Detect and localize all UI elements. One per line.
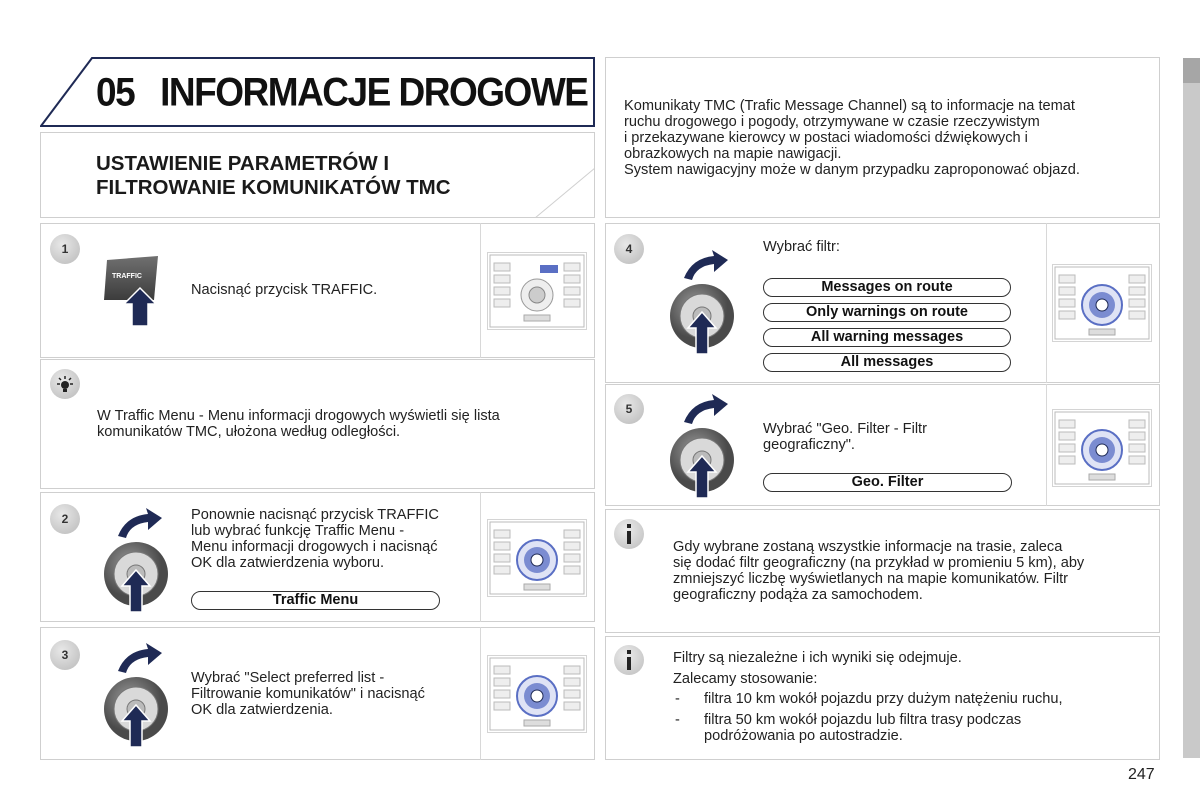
step4-text: Wybrać filtr: <box>763 239 840 255</box>
step2-line: Menu informacji drogowych i nacisnąć <box>191 539 438 555</box>
step-number-badge: 4 <box>614 234 644 264</box>
page-number: 247 <box>1128 766 1155 783</box>
filter-option-geo: Geo. Filter <box>763 473 1012 492</box>
tip-line: W Traffic Menu - Menu informacji drogowych wyświetli się lista <box>97 408 500 424</box>
step2-line: OK dla zatwierdzenia wyboru. <box>191 555 385 571</box>
intro-line: ruchu drogowego i pogody, otrzymywane w czasie rzeczywistym <box>624 114 1040 130</box>
step1-text: Nacisnąć przycisk TRAFFIC. <box>191 282 378 298</box>
info1-line: zmniejszyć liczbę wyświetlanych na mapie komunikatów. Filtr <box>673 571 1068 587</box>
info2-line: Filtry są niezależne i ich wyniki się odejmuje. <box>673 650 962 666</box>
section-heading <box>96 152 451 200</box>
step5-divider <box>1046 384 1047 506</box>
knob-illustration <box>104 506 168 614</box>
step5-text <box>763 421 927 453</box>
info1-line: się dodać filtr geograficzny (na przykład w promieniu 5 km), aby <box>673 555 1085 571</box>
step2-divider <box>480 492 481 622</box>
filter-option: All warning messages <box>763 328 1011 347</box>
info2-bullet <box>704 712 1021 744</box>
radio-panel-thumb <box>487 519 587 597</box>
step3-text <box>191 670 425 718</box>
step-number-badge: 3 <box>50 640 80 670</box>
filter-option: Only warnings on route <box>763 303 1011 322</box>
bullet-marker: - <box>675 712 680 728</box>
step3-line: Filtrowanie komunikatów" i nacisnąć <box>191 686 425 702</box>
tip-badge <box>50 369 80 399</box>
info1-line: geograficzny podąża za samochodem. <box>673 587 923 603</box>
info2-line: Zalecamy stosowanie: <box>673 671 818 687</box>
knob-illustration <box>104 641 168 749</box>
info-icon <box>614 645 644 675</box>
radio-panel-thumb <box>487 252 587 330</box>
step-number-badge: 1 <box>50 234 80 264</box>
chapter-side-tab <box>1183 58 1200 758</box>
step4-divider <box>1046 223 1047 383</box>
chapter-title-text: INFORMACJE DROGOWE <box>160 70 588 115</box>
info2-bullet-line: filtra 50 km wokół pojazdu lub filtra trasy podczas <box>704 712 1022 728</box>
step2-line: Ponownie nacisnąć przycisk TRAFFIC <box>191 507 439 523</box>
bullet-marker: - <box>675 691 680 707</box>
knob-illustration <box>670 248 734 356</box>
step5-line: Wybrać "Geo. Filter - Filtr <box>763 421 927 437</box>
step3-divider <box>480 627 481 760</box>
info-icon <box>614 519 644 549</box>
traffic-button-illustration <box>104 256 164 328</box>
step3-line: OK dla zatwierdzenia. <box>191 702 333 718</box>
intro-line: obrazkowych na mapie nawigacji. <box>624 146 842 162</box>
intro-text <box>624 98 1080 178</box>
lightbulb-icon <box>56 375 74 393</box>
radio-panel-thumb <box>1052 409 1152 487</box>
step-number-badge: 2 <box>50 504 80 534</box>
menu-option-traffic-menu: Traffic Menu <box>191 591 440 610</box>
knob-illustration <box>670 392 734 500</box>
section-heading-line: USTAWIENIE PARAMETRÓW I <box>96 152 390 175</box>
info2-bullet-line: podróżowania po autostradzie. <box>704 728 903 744</box>
step-number-badge: 5 <box>614 394 644 424</box>
intro-line: System nawigacyjny może w danym przypadku zaproponować objazd. <box>624 162 1080 178</box>
tip-line: komunikatów TMC, ułożona według odległości. <box>97 424 401 440</box>
info2-bullet: filtra 10 km wokół pojazdu przy dużym natężeniu ruchu, <box>704 691 1063 707</box>
info1-text <box>673 539 1084 603</box>
step2-text <box>191 507 439 571</box>
filter-option: All messages <box>763 353 1011 372</box>
traffic-button-label: TRAFFIC <box>112 273 142 280</box>
step2-line: lub wybrać funkcję Traffic Menu - <box>191 523 405 539</box>
filter-option: Messages on route <box>763 278 1011 297</box>
step3-line: Wybrać "Select preferred list - <box>191 670 385 686</box>
step5-line: geograficzny". <box>763 437 855 453</box>
tip-text <box>97 408 500 440</box>
info1-line: Gdy wybrane zostaną wszystkie informacje na trasie, zaleca <box>673 539 1063 555</box>
radio-panel-thumb <box>1052 264 1152 342</box>
chapter-title <box>96 70 587 115</box>
chapter-number: 05 <box>96 70 135 115</box>
intro-line: Komunikaty TMC (Trafic Message Channel) są to informacje na temat <box>624 98 1075 114</box>
section-heading-line: FILTROWANIE KOMUNIKATÓW TMC <box>96 176 451 199</box>
radio-panel-thumb <box>487 655 587 733</box>
intro-line: i przekazywane kierowcy w postaci wiadomości dźwiękowych i <box>624 130 1028 146</box>
step1-divider <box>480 223 481 358</box>
